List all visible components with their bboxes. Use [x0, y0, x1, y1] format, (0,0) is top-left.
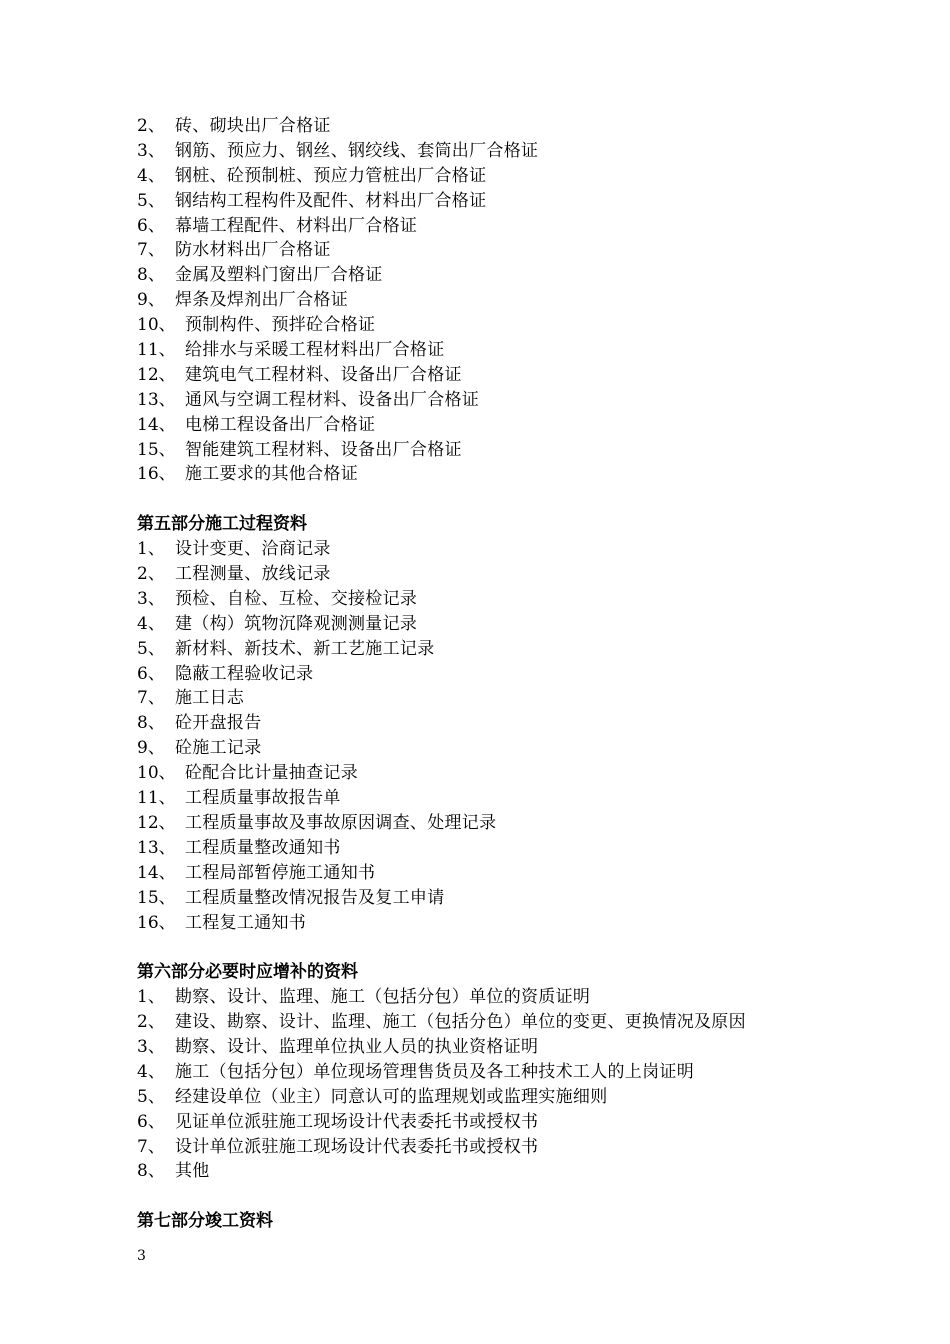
list-item-text: 施工（包括分包）单位现场管理售货员及各工种技术工人的上岗证明: [175, 1061, 694, 1082]
list-item-number: 13、: [137, 389, 176, 410]
list-item-text: 工程质量事故及事故原因调查、处理记录: [185, 812, 497, 833]
list-item-text: 施工日志: [175, 688, 245, 709]
list-item-number: 12、: [137, 364, 176, 385]
list-item-number: 7、: [137, 240, 165, 261]
list-item-number: 13、: [137, 837, 176, 858]
list-item-text: 工程质量事故报告单: [185, 788, 341, 809]
list-item-text: 金属及塑料门窗出厂合格证: [175, 265, 383, 286]
list-item: [137, 114, 857, 139]
list-item-number: 11、: [137, 788, 176, 809]
list-item-text: 其他: [175, 1161, 210, 1182]
list-item: [137, 413, 857, 438]
section-7-heading: 第七部分竣工资料: [137, 1211, 273, 1232]
list-item-text: 预检、自检、互检、交接检记录: [175, 588, 418, 609]
list-item-number: 5、: [137, 1086, 165, 1107]
section-5-heading: 第五部分施工过程资料: [137, 514, 307, 535]
list-item: [137, 911, 857, 936]
list-item: [137, 985, 857, 1010]
list-item: [137, 462, 857, 487]
list-item: [137, 438, 857, 463]
list-item: [137, 313, 857, 338]
section-spacer: [137, 935, 857, 960]
list-item: [137, 811, 857, 836]
list-item: [137, 662, 857, 687]
list-item-number: 2、: [137, 1012, 165, 1033]
section-4-list: [137, 114, 857, 487]
list-item-text: 勘察、设计、监理、施工（包括分包）单位的资质证明: [175, 987, 591, 1008]
section-5-list: [137, 537, 857, 935]
list-item-number: 1、: [137, 539, 165, 560]
list-item-text: 预制构件、预拌砼合格证: [185, 315, 376, 336]
list-item: [137, 338, 857, 363]
list-item-text: 经建设单位（业主）同意认可的监理规划或监理实施细则: [175, 1086, 608, 1107]
list-item-number: 6、: [137, 663, 165, 684]
list-item: [137, 263, 857, 288]
list-item-number: 4、: [137, 613, 165, 634]
list-item: [137, 861, 857, 886]
list-item-number: 3、: [137, 1036, 165, 1057]
list-item-text: 工程复工通知书: [185, 912, 307, 933]
list-item-text: 砼配合比计量抽查记录: [185, 763, 358, 784]
section-spacer: [137, 487, 857, 512]
list-item-text: 建设、勘察、设计、监理、施工（包括分色）单位的变更、更换情况及原因: [175, 1012, 746, 1033]
list-item-number: 11、: [137, 340, 176, 361]
list-item-number: 8、: [137, 713, 165, 734]
list-item-number: 15、: [137, 439, 176, 460]
list-item-number: 9、: [137, 738, 165, 759]
list-item-number: 14、: [137, 414, 176, 435]
list-item-text: 隐蔽工程验收记录: [175, 663, 314, 684]
list-item: [137, 562, 857, 587]
list-item-number: 5、: [137, 638, 165, 659]
list-item-number: 1、: [137, 987, 165, 1008]
list-item-text: 通风与空调工程材料、设备出厂合格证: [185, 389, 480, 410]
list-item: [137, 363, 857, 388]
list-item-text: 新材料、新技术、新工艺施工记录: [175, 638, 435, 659]
list-item: [137, 1110, 857, 1135]
list-item: [137, 288, 857, 313]
list-item: [137, 1035, 857, 1060]
list-item-number: 3、: [137, 140, 165, 161]
list-item-number: 2、: [137, 564, 165, 585]
list-item-number: 12、: [137, 812, 176, 833]
page-number: 3: [137, 1248, 146, 1264]
list-item-text: 防水材料出厂合格证: [175, 240, 331, 261]
list-item-number: 5、: [137, 190, 165, 211]
list-item-text: 智能建筑工程材料、设备出厂合格证: [185, 439, 462, 460]
list-item: [137, 886, 857, 911]
list-item-text: 给排水与采暖工程材料出厂合格证: [185, 340, 445, 361]
list-item: [137, 1010, 857, 1035]
document-body: [137, 114, 857, 1234]
list-item: [137, 761, 857, 786]
list-item-number: 6、: [137, 215, 165, 236]
section-spacer: [137, 1184, 857, 1209]
list-item: [137, 139, 857, 164]
list-item-number: 7、: [137, 1136, 165, 1157]
list-item: [137, 238, 857, 263]
list-item-text: 建（构）筑物沉降观测测量记录: [175, 613, 418, 634]
list-item-number: 4、: [137, 165, 165, 186]
list-item: [137, 537, 857, 562]
list-item-number: 7、: [137, 688, 165, 709]
list-item: [137, 736, 857, 761]
list-item-number: 10、: [137, 763, 176, 784]
list-item-number: 9、: [137, 290, 165, 311]
list-item-text: 砼施工记录: [175, 738, 262, 759]
list-item: [137, 214, 857, 239]
list-item-text: 砖、砌块出厂合格证: [175, 116, 331, 136]
list-item-text: 钢结构工程构件及配件、材料出厂合格证: [175, 190, 487, 211]
list-item-text: 砼开盘报告: [175, 713, 262, 734]
list-item: [137, 1060, 857, 1085]
list-item-number: 16、: [137, 464, 176, 485]
list-item: [137, 836, 857, 861]
list-item-number: 3、: [137, 588, 165, 609]
list-item-text: 建筑电气工程材料、设备出厂合格证: [185, 364, 462, 385]
list-item: [137, 786, 857, 811]
list-item: [137, 637, 857, 662]
list-item-text: 见证单位派驻施工现场设计代表委托书或授权书: [175, 1111, 539, 1132]
section-6-list: [137, 985, 857, 1184]
list-item-number: 15、: [137, 887, 176, 908]
list-item-number: 8、: [137, 265, 165, 286]
list-item-number: 16、: [137, 912, 176, 933]
list-item: [137, 1135, 857, 1160]
list-item-text: 焊条及焊剂出厂合格证: [175, 290, 348, 311]
list-item-number: 10、: [137, 315, 176, 336]
list-item-text: 工程质量整改情况报告及复工申请: [185, 887, 445, 908]
list-item-text: 钢筋、预应力、钢丝、钢绞线、套筒出厂合格证: [175, 140, 539, 161]
list-item-text: 设计变更、洽商记录: [175, 539, 331, 560]
list-item-text: 勘察、设计、监理单位执业人员的执业资格证明: [175, 1036, 539, 1057]
list-item: [137, 686, 857, 711]
list-item-number: 6、: [137, 1111, 165, 1132]
list-item: [137, 189, 857, 214]
list-item-text: 钢桩、砼预制桩、预应力管桩出厂合格证: [175, 165, 487, 186]
list-item-text: 施工要求的其他合格证: [185, 464, 358, 485]
list-item: [137, 587, 857, 612]
list-item: [137, 612, 857, 637]
list-item-text: 工程测量、放线记录: [175, 564, 331, 585]
list-item-text: 工程质量整改通知书: [185, 837, 341, 858]
list-item-text: 设计单位派驻施工现场设计代表委托书或授权书: [175, 1136, 539, 1157]
list-item: [137, 1159, 857, 1184]
list-item: [137, 164, 857, 189]
list-item-number: 8、: [137, 1161, 165, 1182]
list-item-number: 2、: [137, 116, 165, 136]
list-item-number: 14、: [137, 862, 176, 883]
list-item-number: 4、: [137, 1061, 165, 1082]
list-item: [137, 1085, 857, 1110]
section-6-heading: 第六部分必要时应增补的资料: [137, 962, 358, 983]
list-item-text: 幕墙工程配件、材料出厂合格证: [175, 215, 418, 236]
list-item: [137, 711, 857, 736]
list-item-text: 工程局部暂停施工通知书: [185, 862, 376, 883]
list-item-text: 电梯工程设备出厂合格证: [185, 414, 376, 435]
list-item: [137, 388, 857, 413]
